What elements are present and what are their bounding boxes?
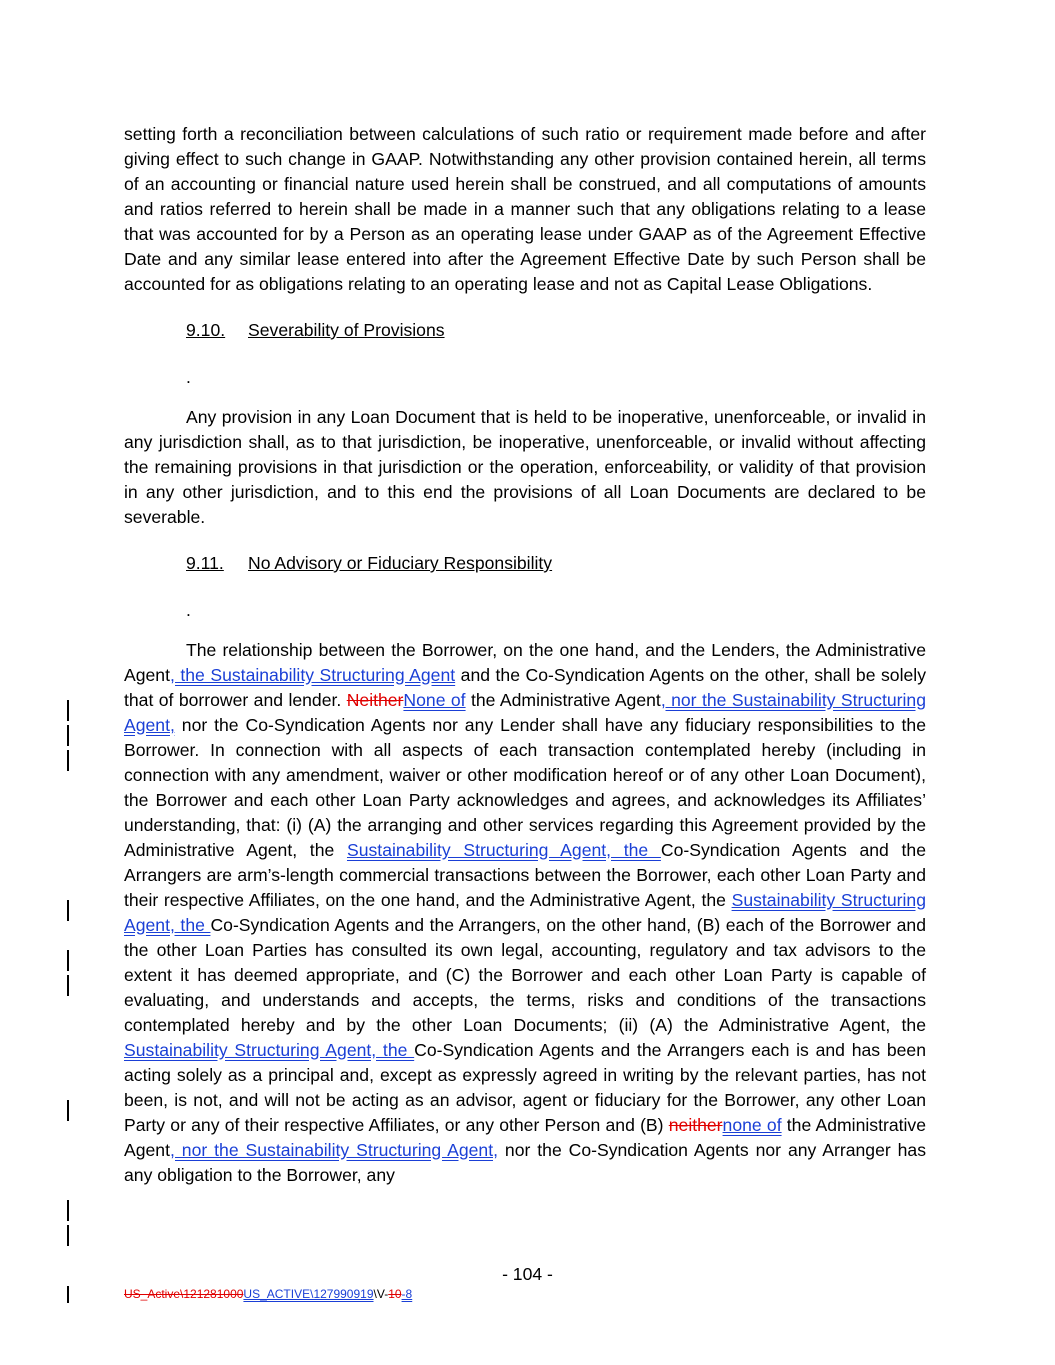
section-number: 9.10. [186,320,226,340]
text-segment: the Administrative Agent [465,690,661,710]
text-segment: nor the Co-Syndication Agents nor any Arranger has any obligation to the Borrower, any [124,1140,926,1185]
deleted-version: 10 [388,1287,402,1301]
section-title: No Advisory or Fiduciary Responsibility [248,553,553,573]
inserted-text: Sustainability Structuring Agent, the [124,1040,415,1060]
version-separator: \V- [373,1287,389,1301]
text-segment: The relationship between the Borrower, on the one hand, and the Lenders, the Administrative Agent [124,640,926,685]
section-title: Severability of Provisions [248,320,445,340]
inserted-text: Sustainability Structuring Agent, the [124,890,926,935]
text-segment: Co-Syndication Agents and the Arrangers, on the other hand, (B) each of the Borrower and the other Loan Parties has consulted its own legal, accounting, regulatory and tax advisors to the extent it has deemed appropriate, and (C) the Borrower and each other Loan Party is capable of evaluating, and understands and accepts, the terms, risks and conditions of the transactions contemplated hereby and by the other Loan Documents; (ii) (A) the Administrative Agent, the [124,915,926,1035]
paragraph-no-advisory [124,638,926,1188]
change-bar [67,900,69,921]
document-page [124,122,926,1188]
inserted-doc-id: US_ACTIVE\127990919 [243,1287,374,1301]
inserted-version: -8 [401,1287,413,1301]
change-bar [67,725,69,746]
section-heading-9-10 [124,318,926,343]
change-bar [67,750,69,771]
section-heading-9-11 [124,551,926,576]
page-number: - 104 - [502,1264,553,1284]
change-bar [67,1200,69,1221]
change-bar [67,975,69,996]
section-dot: . [186,367,191,387]
change-bar [67,1100,69,1121]
inserted-text: , nor the Sustainability Structuring Agent, [169,1140,498,1160]
deleted-doc-id: US_Active\121281000 [124,1287,244,1301]
inserted-text: none of [722,1115,782,1135]
section-dot: . [186,600,191,620]
change-bar [67,1225,69,1246]
change-bar [67,950,69,971]
paragraph-gaap-reconciliation: setting forth a reconciliation between calculations of such ratio or requirement made before and after giving effect to such change in GAAP. Notwithstanding any other provision contained herein, all terms of an accounting or financial nature used herein shall be construed, and all computations of amounts and ratios referred to herein shall be made in a manner such that any obligations relating to a lease that was accounted for by a Person as an operating lease under GAAP as of the Agreement Effective Date and any similar lease entered into after the Agreement Effective Date by such Person shall be accounted for as obligations relating to an operating lease and not as Capital Lease Obligations. [124,124,926,294]
inserted-text: , nor the Sustainability Structuring Agent, [124,690,926,735]
change-bar [67,700,69,721]
text-segment: nor the Co-Syndication Agents nor any Lender shall have any fiduciary responsibilities to the Borrower. In connection with all aspects of each transaction contemplated hereby (including in connection with any amendment, waiver or other modification hereof or of any other Loan Document), the Borrower and each other Loan Party acknowledges and agrees, and acknowledges its Affiliates’ understanding, that: (i) (A) the arranging and other services regarding this Agreement provided by the Administrative Agent, the [124,715,926,860]
paragraph-severability: Any provision in any Loan Document that is held to be inoperative, unenforceable, or invalid in any jurisdiction shall, as to that jurisdiction, be inoperative, unenforceable, or invalid without affecting the remaining provisions in that jurisdiction or the operation, enforceability, or validity of that provision in any other jurisdiction, and to this end the provisions of all Loan Documents are declared to be severable. [124,407,926,527]
section-number: 9.11. [186,553,224,573]
text-segment: and the Co-Syndication Agents on the other, shall be solely that of borrower and lender. [124,665,926,710]
inserted-text: None of [403,690,466,710]
inserted-text: , the Sustainability Structuring Agent [169,665,456,685]
change-bar [67,1286,69,1303]
text-segment: Co-Syndication Agents and the Arrangers are arm’s-length commercial transactions between the Borrower, each other Loan Party and their respective Affiliates, on the one hand, and the Administrative Agent, the [124,840,926,910]
deleted-text: Neither [346,690,404,710]
document-id-footer [124,1286,412,1302]
inserted-text: Sustainability Structuring Agent, the [346,840,661,860]
text-segment: the Administrative Agent [124,1115,926,1160]
deleted-text: neither [668,1115,723,1135]
text-segment: Co-Syndication Agents and the Arrangers each is and has been acting solely as a principal and, except as expressly agreed in writing by the relevant parties, has not been, is not, and will not be acting as an advisor, agent or fiduciary for the Borrower, any other Loan Party or any of their respective Affiliates, or any other Person and (B) [124,1040,926,1135]
